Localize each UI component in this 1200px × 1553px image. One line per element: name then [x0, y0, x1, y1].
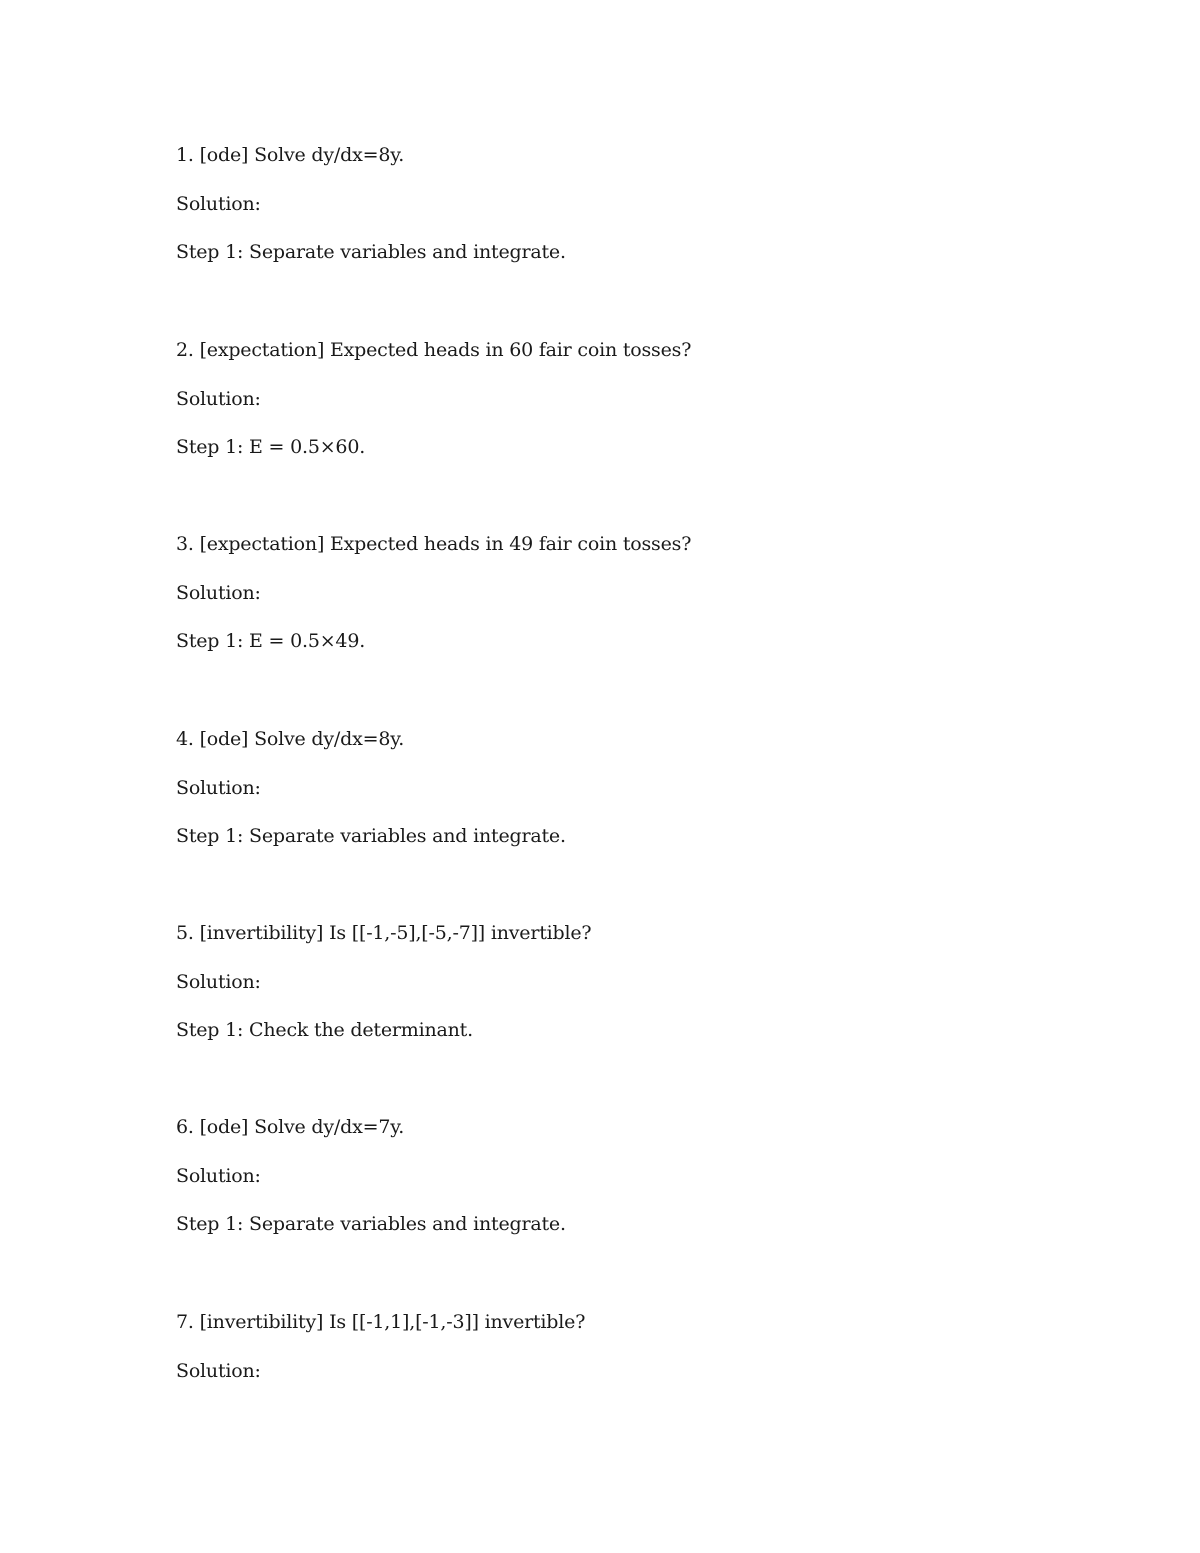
problem-question: 2. [expectation] Expected heads in 60 fair coin tosses?: [176, 339, 692, 361]
solution-label: Solution:: [176, 1360, 261, 1382]
problem-question: 7. [invertibility] Is [[-1,1],[-1,-3]] invertible?: [176, 1311, 586, 1333]
solution-step: Step 1: E = 0.5×49.: [176, 630, 366, 652]
problem-question: 6. [ode] Solve dy/dx=7y.: [176, 1116, 405, 1138]
solution-label: Solution:: [176, 582, 261, 604]
solution-label: Solution:: [176, 971, 261, 993]
solution-label: Solution:: [176, 1165, 261, 1187]
solution-step: Step 1: Separate variables and integrate.: [176, 241, 566, 263]
problem-question: 1. [ode] Solve dy/dx=8y.: [176, 144, 405, 166]
solution-step: Step 1: Separate variables and integrate.: [176, 825, 566, 847]
solution-step: Step 1: Check the determinant.: [176, 1019, 473, 1041]
solution-label: Solution:: [176, 193, 261, 215]
problem-question: 4. [ode] Solve dy/dx=8y.: [176, 728, 405, 750]
solution-label: Solution:: [176, 388, 261, 410]
solution-label: Solution:: [176, 777, 261, 799]
problem-question: 5. [invertibility] Is [[-1,-5],[-5,-7]] invertible?: [176, 922, 592, 944]
problem-question: 3. [expectation] Expected heads in 49 fair coin tosses?: [176, 533, 692, 555]
solution-step: Step 1: E = 0.5×60.: [176, 436, 366, 458]
solution-step: Step 1: Separate variables and integrate.: [176, 1213, 566, 1235]
